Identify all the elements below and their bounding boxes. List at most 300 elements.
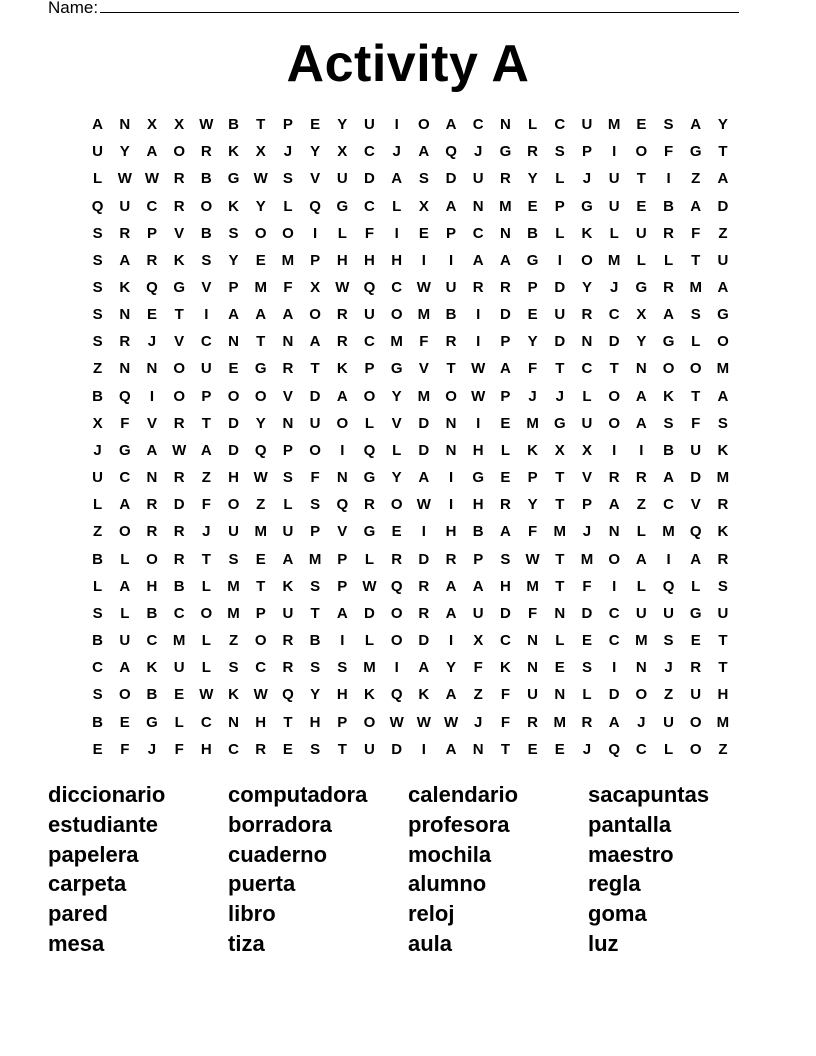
grid-letter[interactable]: D — [418, 550, 430, 568]
grid-letter[interactable]: K — [228, 686, 239, 704]
grid-letter[interactable]: O — [309, 306, 321, 324]
grid-letter[interactable]: U — [581, 116, 593, 134]
grid-letter[interactable]: A — [445, 740, 457, 758]
grid-letter[interactable]: H — [391, 251, 403, 269]
grid-letter[interactable]: Q — [390, 686, 403, 704]
grid-letter[interactable]: R — [336, 333, 348, 351]
grid-letter[interactable]: Q — [254, 441, 267, 459]
grid-letter[interactable]: G — [662, 333, 675, 351]
grid-letter[interactable]: L — [555, 224, 565, 242]
grid-letter[interactable]: L — [93, 496, 103, 514]
grid-letter[interactable]: W — [117, 170, 132, 188]
grid-letter[interactable]: M — [363, 659, 376, 677]
grid-letter[interactable]: T — [174, 306, 184, 324]
grid-letter[interactable]: A — [336, 604, 348, 622]
grid-letter[interactable]: O — [254, 632, 267, 650]
grid-letter[interactable]: I — [421, 251, 426, 269]
grid-letter[interactable]: R — [119, 333, 131, 351]
grid-letter[interactable]: O — [608, 387, 620, 405]
grid-letter[interactable]: P — [255, 604, 266, 622]
grid-letter[interactable]: S — [310, 740, 321, 758]
grid-letter[interactable]: Z — [473, 686, 483, 704]
grid-letter[interactable]: S — [663, 116, 674, 134]
grid-letter[interactable]: A — [717, 170, 729, 188]
grid-letter[interactable]: O — [200, 197, 213, 215]
grid-letter[interactable]: H — [200, 740, 212, 758]
grid-letter[interactable]: D — [228, 414, 239, 432]
grid-letter[interactable]: W — [443, 713, 459, 731]
grid-letter[interactable]: F — [500, 713, 510, 731]
grid-letter[interactable]: O — [200, 604, 213, 622]
grid-letter[interactable]: C — [663, 496, 674, 514]
grid-letter[interactable]: U — [92, 143, 104, 161]
grid-letter[interactable]: I — [612, 143, 617, 161]
grid-letter[interactable]: K — [146, 659, 158, 677]
grid-letter[interactable]: M — [526, 414, 539, 432]
grid-letter[interactable]: G — [363, 469, 376, 487]
grid-letter[interactable]: U — [119, 197, 131, 215]
grid-letter[interactable]: J — [664, 659, 673, 677]
grid-letter[interactable]: A — [472, 251, 484, 269]
grid-letter[interactable]: V — [391, 414, 402, 432]
grid-letter[interactable]: Y — [310, 686, 321, 704]
grid-letter[interactable]: I — [476, 333, 481, 351]
grid-letter[interactable]: C — [364, 143, 375, 161]
grid-letter[interactable]: M — [417, 387, 431, 405]
grid-letter[interactable]: K — [499, 659, 511, 677]
grid-letter[interactable]: A — [445, 686, 457, 704]
grid-letter[interactable]: Z — [228, 632, 239, 650]
grid-letter[interactable]: O — [254, 224, 267, 242]
grid-letter[interactable]: H — [472, 496, 484, 514]
grid-letter[interactable]: U — [717, 251, 729, 269]
grid-letter[interactable]: N — [282, 414, 294, 432]
grid-letter[interactable]: O — [363, 713, 376, 731]
grid-letter[interactable]: H — [472, 441, 484, 459]
grid-letter[interactable]: A — [418, 469, 430, 487]
grid-letter[interactable]: B — [663, 441, 674, 459]
grid-letter[interactable]: U — [336, 170, 348, 188]
grid-letter[interactable]: A — [663, 469, 674, 487]
grid-letter[interactable]: P — [527, 469, 538, 487]
grid-letter[interactable]: G — [118, 441, 131, 459]
grid-letter[interactable]: A — [119, 496, 131, 514]
grid-letter[interactable]: V — [690, 496, 701, 514]
grid-letter[interactable]: S — [717, 577, 728, 595]
grid-letter[interactable]: P — [446, 224, 457, 242]
grid-letter[interactable]: D — [418, 414, 430, 432]
grid-letter[interactable]: N — [581, 333, 593, 351]
grid-letter[interactable]: L — [663, 740, 674, 758]
grid-letter[interactable]: Q — [608, 740, 620, 758]
grid-letter[interactable]: I — [421, 523, 426, 541]
grid-letter[interactable]: A — [472, 577, 484, 595]
grid-letter[interactable]: W — [471, 387, 486, 405]
grid-letter[interactable]: X — [418, 197, 429, 215]
grid-letter[interactable]: T — [256, 577, 266, 595]
grid-letter[interactable]: U — [663, 713, 674, 731]
grid-letter[interactable]: O — [118, 686, 131, 704]
grid-letter[interactable]: W — [525, 550, 540, 568]
grid-letter[interactable]: A — [282, 550, 294, 568]
grid-letter[interactable]: I — [557, 251, 562, 269]
grid-letter[interactable]: R — [445, 550, 457, 568]
grid-letter[interactable]: K — [282, 577, 294, 595]
grid-letter[interactable]: C — [228, 740, 239, 758]
grid-letter[interactable]: F — [120, 740, 130, 758]
grid-letter[interactable]: D — [445, 170, 457, 188]
grid-letter[interactable]: K — [527, 441, 539, 459]
grid-letter[interactable]: C — [608, 632, 620, 650]
grid-letter[interactable]: K — [364, 686, 375, 704]
grid-letter[interactable]: I — [204, 306, 209, 324]
grid-letter[interactable]: E — [228, 360, 239, 378]
grid-letter[interactable]: R — [146, 523, 158, 541]
grid-letter[interactable]: H — [336, 686, 348, 704]
grid-letter[interactable]: D — [608, 686, 620, 704]
grid-letter[interactable]: P — [337, 577, 348, 595]
grid-letter[interactable]: F — [283, 279, 293, 297]
grid-letter[interactable]: B — [445, 306, 457, 324]
grid-letter[interactable]: U — [282, 604, 294, 622]
grid-letter[interactable]: S — [282, 469, 293, 487]
grid-letter[interactable]: U — [200, 360, 212, 378]
grid-letter[interactable]: P — [473, 550, 484, 568]
grid-letter[interactable]: R — [499, 496, 511, 514]
grid-letter[interactable]: A — [499, 360, 511, 378]
grid-letter[interactable]: Z — [691, 170, 701, 188]
grid-letter[interactable]: L — [364, 414, 375, 432]
grid-letter[interactable]: V — [174, 333, 185, 351]
grid-letter[interactable]: S — [554, 143, 565, 161]
grid-letter[interactable]: Y — [527, 333, 538, 351]
grid-letter[interactable]: D — [717, 197, 729, 215]
grid-letter[interactable]: P — [310, 523, 321, 541]
grid-letter[interactable]: F — [663, 143, 674, 161]
grid-letter[interactable]: O — [118, 523, 131, 541]
grid-letter[interactable]: J — [283, 143, 293, 161]
grid-letter[interactable]: C — [119, 469, 131, 487]
grid-letter[interactable]: S — [310, 577, 321, 595]
grid-letter[interactable]: O — [146, 550, 158, 568]
grid-letter[interactable]: G — [553, 414, 566, 432]
grid-letter[interactable]: E — [310, 116, 321, 134]
grid-letter[interactable]: H — [336, 251, 348, 269]
grid-letter[interactable]: D — [554, 333, 566, 351]
grid-letter[interactable]: E — [527, 197, 538, 215]
grid-letter[interactable]: K — [717, 523, 729, 541]
grid-letter[interactable]: Z — [718, 740, 728, 758]
grid-letter[interactable]: S — [717, 414, 728, 432]
grid-letter[interactable]: N — [635, 360, 647, 378]
grid-letter[interactable]: A — [690, 197, 702, 215]
grid-letter[interactable]: G — [526, 251, 539, 269]
grid-letter[interactable]: U — [92, 469, 104, 487]
grid-letter[interactable]: N — [282, 333, 294, 351]
grid-letter[interactable]: O — [363, 387, 376, 405]
grid-letter[interactable]: R — [717, 496, 729, 514]
grid-letter[interactable]: M — [580, 550, 594, 568]
grid-letter[interactable]: L — [582, 387, 592, 405]
grid-letter[interactable]: L — [174, 713, 184, 731]
grid-letter[interactable]: T — [283, 713, 293, 731]
grid-letter[interactable]: I — [476, 306, 481, 324]
grid-letter[interactable]: S — [663, 632, 674, 650]
grid-letter[interactable]: R — [119, 224, 131, 242]
grid-letter[interactable]: N — [608, 523, 620, 541]
grid-letter[interactable]: N — [499, 224, 511, 242]
grid-letter[interactable]: O — [227, 387, 240, 405]
grid-letter[interactable]: Z — [93, 360, 103, 378]
grid-letter[interactable]: R — [717, 550, 729, 568]
grid-letter[interactable]: F — [310, 469, 320, 487]
grid-letter[interactable]: R — [173, 469, 185, 487]
grid-letter[interactable]: A — [635, 387, 647, 405]
grid-letter[interactable]: O — [390, 306, 403, 324]
grid-letter[interactable]: N — [445, 414, 457, 432]
grid-letter[interactable]: P — [581, 143, 592, 161]
grid-letter[interactable]: A — [635, 550, 647, 568]
grid-letter[interactable]: R — [391, 550, 403, 568]
grid-letter[interactable]: E — [92, 740, 103, 758]
grid-letter[interactable]: D — [309, 387, 321, 405]
grid-letter[interactable]: Q — [363, 279, 376, 297]
grid-letter[interactable]: C — [200, 713, 212, 731]
grid-letter[interactable]: W — [144, 170, 160, 188]
grid-letter[interactable]: R — [499, 170, 511, 188]
grid-letter[interactable]: B — [309, 632, 321, 650]
grid-letter[interactable]: W — [199, 116, 214, 134]
grid-letter[interactable]: S — [282, 170, 293, 188]
grid-letter[interactable]: E — [255, 251, 266, 269]
grid-letter[interactable]: G — [717, 306, 729, 324]
grid-letter[interactable]: V — [174, 224, 185, 242]
grid-letter[interactable]: G — [689, 143, 702, 161]
grid-letter[interactable]: Y — [255, 414, 266, 432]
grid-letter[interactable]: L — [93, 170, 103, 188]
grid-letter[interactable]: F — [419, 333, 429, 351]
grid-letter[interactable]: C — [146, 197, 158, 215]
grid-letter[interactable]: C — [635, 740, 647, 758]
grid-letter[interactable]: S — [228, 550, 239, 568]
grid-letter[interactable]: V — [337, 523, 348, 541]
grid-letter[interactable]: R — [282, 360, 294, 378]
grid-letter[interactable]: F — [691, 224, 701, 242]
grid-letter[interactable]: Q — [689, 523, 702, 541]
grid-letter[interactable]: C — [472, 224, 484, 242]
grid-letter[interactable]: N — [119, 360, 131, 378]
grid-letter[interactable]: O — [662, 360, 675, 378]
grid-letter[interactable]: R — [499, 279, 511, 297]
grid-letter[interactable]: T — [636, 170, 646, 188]
grid-letter[interactable]: G — [499, 143, 512, 161]
grid-letter[interactable]: Q — [91, 197, 104, 215]
grid-letter[interactable]: L — [201, 632, 211, 650]
grid-letter[interactable]: T — [500, 740, 510, 758]
grid-letter[interactable]: I — [149, 387, 155, 405]
grid-letter[interactable]: C — [364, 333, 375, 351]
grid-letter[interactable]: A — [663, 306, 674, 324]
grid-letter[interactable]: H — [228, 469, 239, 487]
grid-letter[interactable]: I — [394, 224, 399, 242]
grid-letter[interactable]: H — [717, 686, 729, 704]
grid-letter[interactable]: Y — [391, 387, 402, 405]
grid-letter[interactable]: L — [636, 251, 646, 269]
grid-letter[interactable]: K — [581, 224, 593, 242]
grid-letter[interactable]: A — [146, 143, 158, 161]
grid-letter[interactable]: Y — [391, 469, 402, 487]
grid-letter[interactable]: S — [92, 604, 103, 622]
grid-letter[interactable]: A — [608, 496, 620, 514]
grid-letter[interactable]: G — [581, 197, 593, 215]
grid-letter[interactable]: C — [472, 116, 484, 134]
grid-letter[interactable]: S — [92, 224, 103, 242]
grid-letter[interactable]: R — [527, 713, 539, 731]
grid-letter[interactable]: T — [718, 659, 728, 677]
grid-letter[interactable]: M — [716, 713, 730, 731]
grid-letter[interactable]: R — [146, 251, 158, 269]
grid-letter[interactable]: V — [146, 414, 157, 432]
grid-letter[interactable]: A — [228, 306, 239, 324]
grid-letter[interactable]: P — [527, 279, 538, 297]
grid-letter[interactable]: P — [554, 197, 565, 215]
grid-letter[interactable]: C — [581, 360, 593, 378]
grid-letter[interactable]: P — [201, 387, 212, 405]
grid-letter[interactable]: O — [445, 387, 457, 405]
grid-letter[interactable]: N — [119, 116, 131, 134]
grid-letter[interactable]: A — [499, 251, 511, 269]
grid-letter[interactable]: U — [527, 686, 539, 704]
grid-letter[interactable]: W — [199, 686, 214, 704]
grid-letter[interactable]: E — [581, 632, 592, 650]
grid-letter[interactable]: J — [392, 143, 401, 161]
grid-letter[interactable]: M — [254, 523, 267, 541]
grid-letter[interactable]: T — [609, 360, 619, 378]
grid-letter[interactable]: Y — [255, 197, 266, 215]
grid-letter[interactable]: Z — [718, 224, 728, 242]
grid-letter[interactable]: R — [173, 197, 185, 215]
grid-letter[interactable]: A — [445, 116, 457, 134]
grid-letter[interactable]: A — [119, 577, 131, 595]
grid-letter[interactable]: R — [663, 224, 674, 242]
grid-letter[interactable]: M — [607, 116, 621, 134]
grid-letter[interactable]: I — [639, 441, 644, 459]
grid-letter[interactable]: K — [119, 279, 131, 297]
grid-letter[interactable]: F — [528, 523, 538, 541]
grid-letter[interactable]: I — [421, 740, 426, 758]
grid-letter[interactable]: X — [92, 414, 103, 432]
grid-letter[interactable]: D — [499, 306, 511, 324]
grid-letter[interactable]: I — [394, 116, 399, 134]
grid-letter[interactable]: N — [527, 659, 539, 677]
grid-letter[interactable]: U — [635, 224, 647, 242]
grid-letter[interactable]: X — [255, 143, 266, 161]
grid-letter[interactable]: O — [689, 360, 702, 378]
grid-letter[interactable]: P — [500, 387, 511, 405]
grid-letter[interactable]: J — [637, 713, 646, 731]
grid-letter[interactable]: A — [717, 387, 729, 405]
grid-letter[interactable]: M — [254, 279, 267, 297]
grid-letter[interactable]: N — [472, 740, 484, 758]
grid-letter[interactable]: Y — [337, 116, 348, 134]
grid-letter[interactable]: G — [254, 360, 267, 378]
grid-letter[interactable]: Y — [717, 116, 728, 134]
grid-letter[interactable]: D — [173, 496, 185, 514]
grid-letter[interactable]: I — [340, 441, 345, 459]
grid-letter[interactable]: Q — [390, 577, 403, 595]
grid-letter[interactable]: L — [609, 224, 619, 242]
grid-letter[interactable]: H — [499, 577, 511, 595]
grid-letter[interactable]: B — [146, 686, 158, 704]
grid-letter[interactable]: C — [391, 279, 403, 297]
grid-letter[interactable]: A — [391, 170, 403, 188]
grid-letter[interactable]: K — [336, 360, 348, 378]
grid-letter[interactable]: R — [364, 496, 375, 514]
grid-letter[interactable]: J — [474, 713, 483, 731]
grid-letter[interactable]: F — [500, 686, 510, 704]
grid-letter[interactable]: X — [174, 116, 185, 134]
grid-letter[interactable]: D — [581, 604, 593, 622]
grid-letter[interactable]: Q — [118, 387, 131, 405]
grid-letter[interactable]: M — [417, 306, 431, 324]
grid-letter[interactable]: F — [528, 360, 538, 378]
grid-letter[interactable]: G — [390, 360, 403, 378]
grid-letter[interactable]: S — [92, 251, 103, 269]
grid-letter[interactable]: A — [690, 116, 702, 134]
grid-letter[interactable]: T — [201, 414, 211, 432]
grid-letter[interactable]: S — [337, 659, 348, 677]
grid-letter[interactable]: D — [418, 441, 430, 459]
grid-letter[interactable]: O — [173, 360, 185, 378]
grid-letter[interactable]: M — [227, 577, 240, 595]
grid-letter[interactable]: X — [310, 279, 321, 297]
grid-letter[interactable]: U — [635, 604, 647, 622]
grid-letter[interactable]: J — [582, 170, 592, 188]
grid-letter[interactable]: M — [662, 523, 675, 541]
grid-letter[interactable]: M — [227, 604, 240, 622]
grid-letter[interactable]: R — [200, 143, 212, 161]
grid-letter[interactable]: Q — [363, 441, 376, 459]
grid-letter[interactable]: A — [336, 387, 348, 405]
grid-letter[interactable]: M — [635, 632, 648, 650]
grid-letter[interactable]: Q — [336, 496, 349, 514]
grid-letter[interactable]: I — [448, 632, 454, 650]
grid-letter[interactable]: O — [390, 632, 403, 650]
grid-letter[interactable]: Y — [119, 143, 130, 161]
grid-letter[interactable]: N — [635, 659, 647, 677]
grid-letter[interactable]: L — [392, 441, 402, 459]
grid-letter[interactable]: H — [309, 713, 321, 731]
grid-letter[interactable]: T — [446, 360, 456, 378]
grid-letter[interactable]: S — [310, 659, 321, 677]
grid-letter[interactable]: E — [418, 224, 429, 242]
grid-letter[interactable]: I — [448, 469, 454, 487]
grid-letter[interactable]: L — [691, 577, 701, 595]
grid-letter[interactable]: L — [201, 659, 211, 677]
grid-letter[interactable]: I — [476, 414, 481, 432]
grid-letter[interactable]: N — [228, 713, 239, 731]
grid-letter[interactable]: I — [340, 632, 345, 650]
grid-letter[interactable]: T — [691, 387, 701, 405]
grid-letter[interactable]: O — [608, 414, 620, 432]
grid-letter[interactable]: T — [256, 116, 266, 134]
grid-letter[interactable]: N — [146, 360, 158, 378]
grid-letter[interactable]: M — [716, 469, 730, 487]
grid-letter[interactable]: U — [663, 604, 674, 622]
grid-letter[interactable]: S — [228, 224, 239, 242]
grid-letter[interactable]: X — [636, 306, 647, 324]
grid-letter[interactable]: N — [472, 197, 484, 215]
